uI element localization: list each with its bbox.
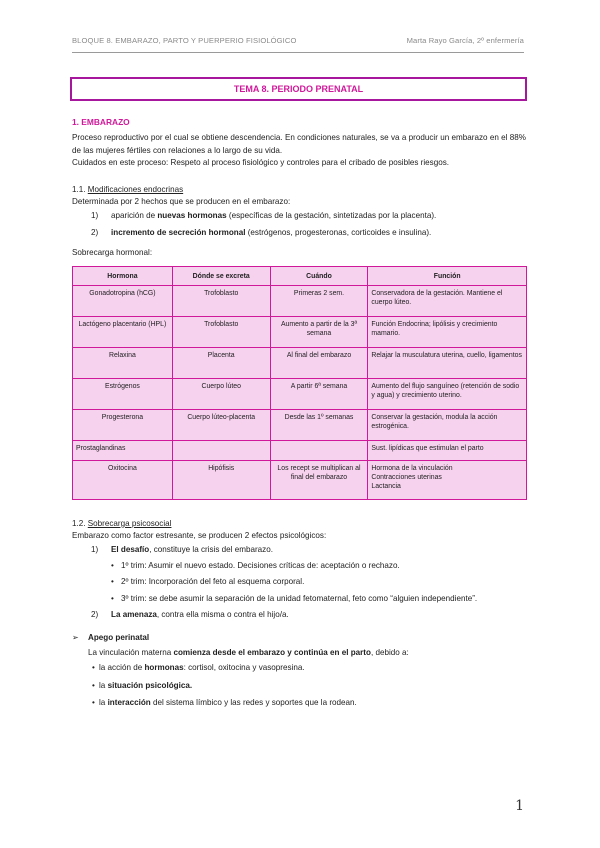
table-header-cell: Función — [368, 266, 527, 285]
subsection-title: Modificaciones endocrinas — [87, 184, 184, 194]
table-header-cell: Hormona — [73, 266, 173, 285]
topic-title: TEMA 8. PERIODO PRENATAL — [233, 84, 364, 94]
apego-text-bold: hormonas — [144, 663, 184, 673]
table-row — [73, 285, 527, 316]
bullet-dot-icon: • — [111, 593, 114, 603]
table-header-cell: Cuándo — [270, 266, 368, 285]
table-cell: Placenta — [172, 347, 270, 378]
list-text: , constituye la crisis del embarazo. — [149, 545, 273, 555]
subsection-heading-1-1 — [72, 184, 526, 196]
list-text: aparición de — [111, 211, 158, 221]
apego-item — [92, 697, 526, 709]
table-cell: Cuerpo lúteo — [172, 378, 270, 409]
table-cell: Relaxina — [73, 347, 173, 378]
apego-perinatal-section — [72, 632, 526, 710]
apego-text: la acción de — [99, 663, 145, 673]
subsection-number: 1.2. — [72, 518, 86, 528]
trimester-item — [111, 593, 526, 605]
table-cell — [270, 440, 368, 460]
trimester-list — [111, 560, 526, 605]
table-cell: Conservar la gestación, modula la acción estrogénica. — [368, 409, 527, 440]
table-cell: Primeras 2 sem. — [270, 285, 368, 316]
list-text: , contra ella misma o contra el hijo/a. — [156, 610, 289, 620]
arrow-bullet-icon: ➢ — [72, 632, 79, 642]
main-content — [72, 116, 526, 715]
trimester-text: 1º trim: Asumir el nuevo estado. Decisiones críticas de: aceptación o rechazo. — [121, 560, 400, 570]
embarazo-cuidados: Cuidados en este proceso: Respeto al proceso fisiológico y controles para el cribado de posibles riesgos. — [72, 158, 450, 168]
header-block-title: BLOQUE 8. EMBARAZO, PARTO Y PUERPERIO FISIOLÓGICO — [72, 36, 297, 45]
trimester-text: 3º trim: se debe asumir la separación de la unidad fetomaternal, feto como “alguien independiente”. — [121, 593, 478, 603]
list-text-bold: incremento de secreción hormonal — [111, 227, 246, 237]
table-cell: Conservadora de la gestación. Mantiene el cuerpo lúteo. — [368, 285, 527, 316]
apego-intro — [88, 647, 526, 659]
page-number: 1 — [515, 798, 524, 814]
list-item — [91, 609, 526, 621]
table-cell: Cuerpo lúteo-placenta — [172, 409, 270, 440]
apego-list — [92, 662, 526, 709]
list-item — [91, 544, 526, 605]
header-divider — [72, 52, 524, 53]
table-row — [73, 409, 527, 440]
table-cell: Prostaglandinas — [73, 440, 173, 460]
table-cell: Trofoblasto — [172, 316, 270, 347]
table-cell: Aumento del flujo sanguíneo (retención de sodio y agua) y crecimiento uterino. — [368, 378, 527, 409]
table-cell: Función Endocrina; lipólisis y crecimiento mamario. — [368, 316, 527, 347]
list-number: 1) — [91, 545, 99, 555]
subsection-heading-1-2 — [72, 518, 526, 530]
list-number: 1) — [91, 211, 99, 221]
bullet-dot-icon: • — [111, 577, 114, 587]
table-cell: Estrógenos — [73, 378, 173, 409]
psicosocial-intro: Embarazo como factor estresante, se producen 2 efectos psicológicos: — [72, 531, 327, 541]
endocrine-list — [91, 210, 526, 239]
table-cell: Desde las 1º semanas — [270, 409, 368, 440]
bullet-dot-icon: • — [92, 663, 95, 673]
table-cell: Aumento a partir de la 3ª semana — [270, 316, 368, 347]
header-author: Marta Rayo García, 2º enfermería — [406, 36, 524, 45]
apego-text-bold: interacción — [107, 698, 151, 708]
bullet-dot-icon: • — [92, 698, 95, 708]
list-text: (estrógenos, progesteronas, corticoides e insulina). — [245, 227, 432, 237]
trimester-item — [111, 576, 526, 588]
list-number: 2) — [91, 610, 99, 620]
table-caption: Sobrecarga hormonal: — [72, 248, 153, 258]
list-text-bold: nuevas hormonas — [157, 211, 227, 221]
table-cell: Lactógeno placentario (HPL) — [73, 316, 173, 347]
bullet-dot-icon: • — [92, 680, 95, 690]
table-row — [73, 440, 527, 460]
table-cell: Relajar la musculatura uterina, cuello, ligamentos — [368, 347, 527, 378]
list-number: 2) — [91, 227, 99, 237]
table-cell — [172, 440, 270, 460]
table-header-row — [73, 266, 527, 285]
hormone-table — [72, 266, 527, 500]
section-heading-embarazo: 1. EMBARAZO — [72, 117, 130, 127]
table-cell: Trofoblasto — [172, 285, 270, 316]
subsection-sobrecarga-psicosocial — [72, 518, 526, 622]
table-cell: A partir 6ª semana — [270, 378, 368, 409]
table-cell: Al final del embarazo — [270, 347, 368, 378]
apego-item — [92, 680, 526, 692]
table-cell: Los recept se multiplican al final del embarazo — [270, 460, 368, 499]
table-cell: Oxitocina — [73, 460, 173, 499]
table-row — [73, 460, 527, 499]
table-cell: Gonadotropina (hCG) — [73, 285, 173, 316]
apego-text: , debido a: — [370, 647, 409, 657]
trimester-item — [111, 560, 526, 572]
apego-heading — [72, 632, 526, 644]
subsection-title: Sobrecarga psicosocial — [87, 518, 172, 528]
endocrine-intro: Determinada por 2 hechos que se producen en el embarazo: — [72, 197, 291, 207]
trimester-text: 2º trim: Incorporación del feto al esquema corporal. — [121, 577, 305, 587]
table-cell: Hormona de la vinculación Contracciones uterinas Lactancia — [368, 460, 527, 499]
psicosocial-list — [91, 544, 526, 621]
page-header — [72, 36, 524, 50]
table-row — [73, 316, 527, 347]
table-cell: Hipófisis — [172, 460, 270, 499]
table-cell: Progesterona — [73, 409, 173, 440]
apego-text: la — [99, 680, 108, 690]
table-row — [73, 347, 527, 378]
subsection-modificaciones-endocrinas — [72, 184, 526, 500]
apego-text-bold: situación psicológica. — [107, 680, 193, 690]
topic-title-box — [70, 77, 527, 101]
list-text-bold: La amenaza — [111, 610, 157, 620]
list-item — [91, 210, 526, 222]
apego-text: la — [99, 698, 108, 708]
list-text: (específicas de la gestación, sintetizadas por la placenta). — [226, 211, 437, 221]
bullet-dot-icon: • — [111, 560, 114, 570]
apego-title: Apego perinatal — [88, 632, 150, 642]
table-header-cell: Dónde se excreta — [172, 266, 270, 285]
list-item — [91, 227, 526, 239]
list-text-bold: El desafío — [111, 545, 150, 555]
subsection-number: 1.1. — [72, 184, 86, 194]
table-cell: Sust. lipídicas que estimulan el parto — [368, 440, 527, 460]
table-row — [73, 378, 527, 409]
apego-text: del sistema límbico y las redes y soportes que la rodean. — [150, 698, 357, 708]
apego-text: : cortisol, oxitocina y vasopresina. — [183, 663, 305, 673]
apego-text-bold: comienza desde el embarazo y continúa en el parto — [173, 647, 371, 657]
embarazo-definition: Proceso reproductivo por el cual se obtiene descendencia. En condiciones naturales, se va a producir un embarazo en el 88% de las mujeres fértiles con relaciones a lo largo de su vida. — [72, 133, 526, 155]
apego-item — [92, 662, 526, 674]
apego-text: La vinculación materna — [88, 647, 174, 657]
